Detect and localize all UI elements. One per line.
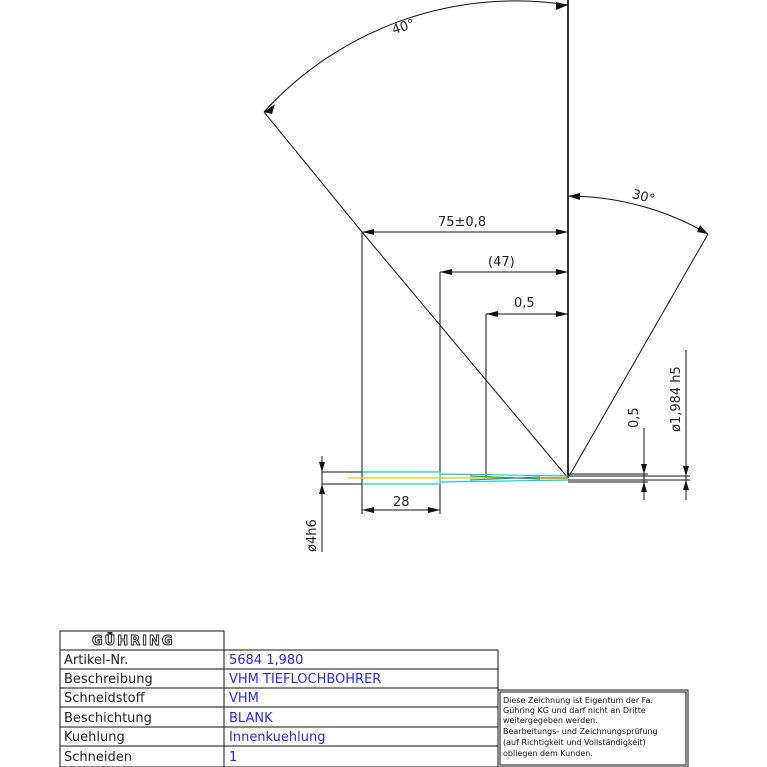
row-value: Innenkuehlung <box>229 730 326 745</box>
row-value: 1 <box>229 750 238 765</box>
row-label: Beschichtung <box>64 711 152 726</box>
dimension-shank-diameter <box>305 456 325 552</box>
tip-length-label: 0,5 <box>514 296 535 311</box>
row-label: Schneiden <box>64 750 132 765</box>
shank-diameter-label: ø4h6 <box>305 519 320 552</box>
note-line: weitergegeben werden. <box>503 716 598 725</box>
angle-dimension-30 <box>568 187 708 478</box>
title-row-description <box>64 672 381 687</box>
title-row-material <box>64 691 259 706</box>
note-line: Bearbeitungs- und Zeichnungsprüfung <box>503 727 658 736</box>
shank-length-label: 28 <box>393 495 410 510</box>
note-line: Diese Zeichnung ist Eigentum der Fa. <box>503 696 653 705</box>
title-block <box>60 631 688 767</box>
dimension-shank-length <box>362 495 440 513</box>
note-line: Gühring KG und darf nicht an Dritte <box>503 706 646 715</box>
title-row-cutting-edges <box>64 750 237 765</box>
row-label: Beschreibung <box>64 672 153 687</box>
overall-length-label: 75±0,8 <box>438 215 487 230</box>
angle-dimension-40 <box>264 1 568 232</box>
tip-offset-label: 0,5 <box>627 407 642 428</box>
note-line: obliegen dem Kunden. <box>503 749 593 758</box>
title-row-coating <box>64 711 273 726</box>
tip-angle-line <box>362 232 568 478</box>
row-value: BLANK <box>229 711 273 726</box>
dimension-tip-offset <box>627 407 647 500</box>
title-row-article <box>64 653 303 668</box>
guehring-logo: GÜHRING <box>92 634 175 649</box>
tool-body <box>322 472 690 484</box>
row-value: 5684 1,980 <box>229 653 304 668</box>
row-value: VHM <box>229 691 259 706</box>
cut-diameter-label: ø1,984 h5 <box>669 366 684 432</box>
row-label: Schneidstoff <box>64 691 145 706</box>
dimension-overall-length <box>362 215 568 514</box>
row-value: VHM TIEFLOCHBOHRER <box>229 672 382 687</box>
angle-30-label: 30° <box>630 187 657 208</box>
row-label: Kuehlung <box>64 730 125 745</box>
angle-40-label: 40° <box>390 16 417 39</box>
dimension-cut-diameter <box>669 350 689 500</box>
row-label: Artikel-Nr. <box>64 653 129 668</box>
note-line: (auf Richtigkeit und Vollständigkeit) <box>503 738 646 747</box>
flute-length-label: (47) <box>488 255 515 270</box>
title-row-cooling <box>64 730 326 745</box>
dimension-tip-length <box>486 296 568 478</box>
